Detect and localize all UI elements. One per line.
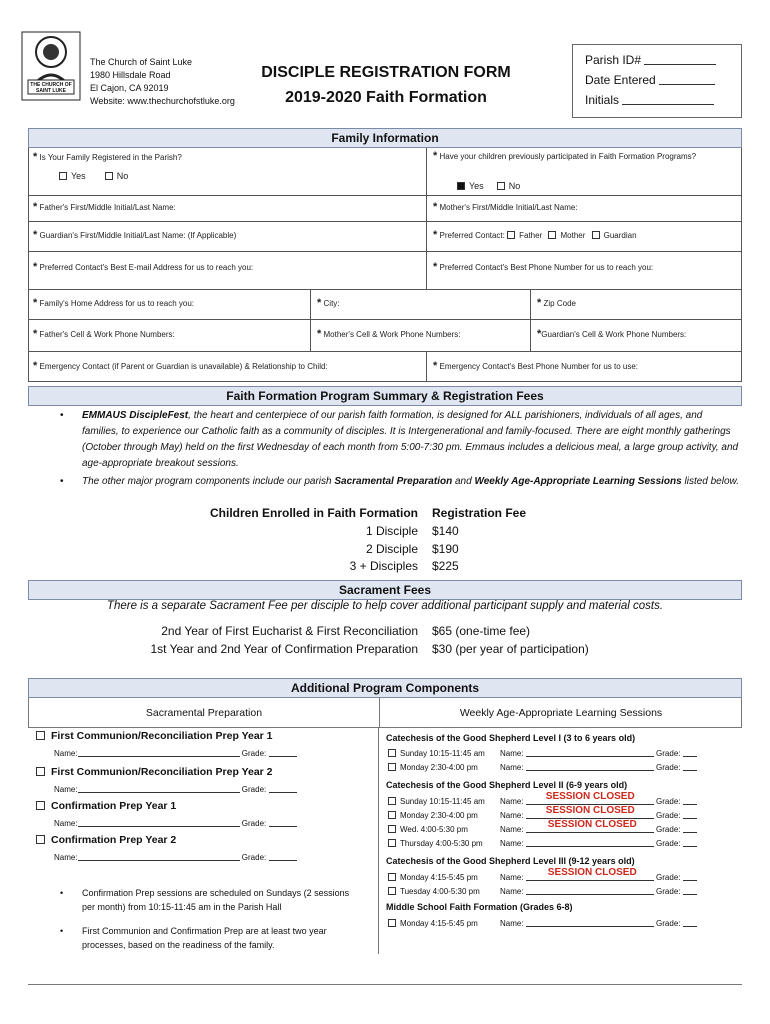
- column-divider: [378, 728, 379, 954]
- note-1-text: Confirmation Prep sessions are scheduled on Sundays (2 sessions per month) from 10:15-11:45 am in the Parish Hall: [82, 888, 350, 912]
- office-use-box: [572, 44, 742, 118]
- contact-father-label: Father: [519, 231, 543, 240]
- participated-yes-checkbox[interactable]: [457, 182, 465, 190]
- sacrament-line1-label: 2nd Year of First Eucharist & First Reconciliation: [161, 624, 418, 638]
- address-line1: 1980 Hillsdale Road: [90, 70, 171, 80]
- fee-value-1: $140: [432, 524, 459, 538]
- grade-input[interactable]: [269, 852, 297, 861]
- phone-label: Preferred Contact's Best Phone Number for us to reach you:: [439, 263, 654, 272]
- mother-phones-field[interactable]: * Mother's Cell & Work Phone Numbers:: [317, 328, 461, 340]
- guardian-name-label: Guardian's First/Middle Initial/Last Name: (If Applicable): [39, 231, 237, 240]
- left-item-2-checkbox[interactable]: [36, 767, 45, 776]
- name-label: Name:: [54, 853, 78, 862]
- guardian-phones-field[interactable]: *Guardian's Cell & Work Phone Numbers:: [537, 328, 687, 340]
- level1-title: Catechesis of the Good Shepherd Level I (3 to 6 years old): [386, 733, 636, 743]
- level1-session-2[interactable]: [388, 762, 738, 772]
- guardian-name-field[interactable]: * Guardian's First/Middle Initial/Last Name: (If Applicable): [33, 229, 237, 241]
- grade-label: Grade:: [656, 749, 681, 758]
- grade-label: Grade:: [656, 887, 681, 896]
- grade-label: Grade:: [656, 919, 681, 928]
- level2-session-3[interactable]: [388, 819, 738, 834]
- parish-id-field[interactable]: [644, 56, 716, 65]
- session-time: Sunday 10:15-11:45 am: [400, 797, 485, 806]
- name-label: Name:: [500, 887, 524, 896]
- grade-label: Grade:: [656, 797, 681, 806]
- city-field[interactable]: * City:: [317, 297, 340, 309]
- name-input[interactable]: [78, 818, 240, 827]
- grade-label: Grade:: [656, 839, 681, 848]
- participated-no-label: No: [508, 181, 521, 191]
- session-time: Thursday 4:00-5:30 pm: [400, 839, 483, 848]
- name-label: Name:: [500, 873, 524, 882]
- grade-label: Grade:: [241, 785, 267, 794]
- sacrament-note: There is a separate Sacrament Fee per disciple to help cover additional participant supply and material costs.: [106, 600, 664, 612]
- name-input[interactable]: [78, 852, 240, 861]
- left-item-2-label: First Communion/Reconciliation Prep Year 2: [51, 766, 273, 778]
- form-title: DISCIPLE REGISTRATION FORM: [261, 64, 511, 81]
- left-item-1-checkbox[interactable]: [36, 731, 45, 740]
- grade-label: Grade:: [241, 853, 267, 862]
- emergency-phone-label: Emergency Contact's Best Phone Number for us to use:: [439, 362, 639, 371]
- session-time: Monday 2:30-4:00 pm: [400, 811, 478, 820]
- session-closed-badge: SESSION CLOSED: [547, 867, 637, 878]
- left-item-3-checkbox[interactable]: [36, 801, 45, 810]
- name-label: Name:: [500, 825, 524, 834]
- name-label: Name:: [500, 797, 524, 806]
- contact-mother-checkbox[interactable]: [548, 231, 556, 239]
- emergency-contact-label: Emergency Contact (if Parent or Guardian is unavailable) & Relationship to Child:: [39, 362, 328, 371]
- church-name: The Church of Saint Luke: [90, 57, 193, 67]
- logo-text: THE CHURCH OF SAINT LUKE: [30, 82, 72, 94]
- father-name-label: Father's First/Middle Initial/Last Name:: [39, 203, 176, 212]
- name-label: Name:: [54, 749, 78, 758]
- session-time: Monday 2:30-4:00 pm: [400, 763, 478, 772]
- grade-label: Grade:: [656, 873, 681, 882]
- date-entered-field[interactable]: [659, 76, 715, 85]
- father-phones-label: Father's Cell & Work Phone Numbers:: [39, 330, 175, 339]
- fee-value-3: $225: [432, 559, 459, 573]
- session-closed-badge: SESSION CLOSED: [545, 791, 635, 802]
- registered-no-label: No: [116, 171, 129, 181]
- church-address: [90, 56, 235, 108]
- additional-subheader: [28, 698, 742, 728]
- name-label: Name:: [500, 763, 524, 772]
- name-label: Name:: [54, 819, 78, 828]
- fee-value-2: $190: [432, 542, 459, 556]
- name-label: Name:: [500, 919, 524, 928]
- name-label: Name:: [54, 785, 78, 794]
- left-column-head: Sacramental Preparation: [145, 707, 263, 719]
- family-row-2: [28, 196, 742, 222]
- left-item-4-checkbox[interactable]: [36, 835, 45, 844]
- participated-no-checkbox[interactable]: [497, 182, 505, 190]
- registered-no-checkbox[interactable]: [105, 172, 113, 180]
- summary-header: Faith Formation Program Summary & Registration Fees: [28, 386, 742, 406]
- level3-session-1[interactable]: [388, 867, 738, 882]
- left-item-4[interactable]: [36, 834, 176, 846]
- components-bold2: Weekly Age-Appropriate Learning Sessions: [474, 476, 682, 487]
- grade-label: Grade:: [241, 819, 267, 828]
- grade-input[interactable]: [269, 784, 297, 793]
- initials-label: Initials: [585, 93, 620, 107]
- emmaus-description: , the heart and centerpiece of our parish faith formation, is designed for ALL parishioners, individuals of all ages, and families, to experience our Catholic faith as a community of disciples. It is Intergenerational and family-focused. There are eight monthly gatherings (October through May) held on the first Wednesday of each month from 5:00-7:30 pm. Emmaus includes a delicious meal, a large group activity, and age-appropriate breakout sessions.: [82, 410, 739, 469]
- left-item-4-label: Confirmation Prep Year 2: [51, 834, 177, 846]
- components-bullet: • The other major program components include our parish Sacramental Preparation and Weekly Age-Appropriate Learning Sessions listed below.: [60, 476, 739, 487]
- emmaus-title: EMMAUS DiscipleFest: [82, 410, 189, 421]
- date-entered-label: Date Entered: [585, 73, 656, 87]
- sacrament-line2-label: 1st Year and 2nd Year of Confirmation Preparation: [150, 642, 418, 656]
- registered-question: Is Your Family Registered in the Parish?: [39, 153, 182, 162]
- fee-label-3: 3 + Disciples: [349, 559, 418, 573]
- website: Website: www.thechurchofstluke.org: [90, 96, 235, 106]
- grade-label: Grade:: [241, 749, 267, 758]
- form-subtitle: 2019-2020 Faith Formation: [285, 89, 487, 106]
- bottom-rule: [28, 984, 742, 985]
- components-post: listed below.: [681, 476, 739, 487]
- name-label: Name:: [500, 811, 524, 820]
- left-item-4-fields: [54, 852, 297, 862]
- level1-session-1[interactable]: [388, 748, 738, 758]
- contact-guardian-label: Guardian: [603, 231, 637, 240]
- father-name-field[interactable]: * Father's First/Middle Initial/Last Name:: [33, 201, 176, 213]
- parish-id-label: Parish ID#: [585, 53, 642, 67]
- sacrament-line1-fee: $65 (one-time fee): [432, 624, 531, 638]
- registered-yes-checkbox[interactable]: [59, 172, 67, 180]
- zip-field[interactable]: * Zip Code: [537, 297, 576, 309]
- family-row-7: [28, 352, 742, 382]
- guardian-phones-label: Guardian's Cell & Work Phone Numbers:: [541, 330, 687, 339]
- home-address-label: Family's Home Address for us to reach you:: [39, 299, 194, 308]
- session-time: Monday 4:15-5:45 pm: [400, 873, 478, 882]
- components-pre: The other major program components include our parish: [82, 476, 335, 487]
- email-field[interactable]: * Preferred Contact's Best E-mail Address for us to reach you:: [33, 261, 254, 273]
- family-row-5: [28, 290, 742, 320]
- name-label: Name:: [500, 749, 524, 758]
- mother-phones-label: Mother's Cell & Work Phone Numbers:: [323, 330, 461, 339]
- family-row-6: [28, 320, 742, 352]
- session-time: Wed. 4:00-5:30 pm: [400, 825, 468, 834]
- initials-field[interactable]: [622, 96, 714, 105]
- components-bold1: Sacramental Preparation: [334, 476, 453, 487]
- preferred-contact-field: * Preferred Contact: Father Mother Guardian: [433, 229, 637, 241]
- emergency-contact-field[interactable]: * Emergency Contact (if Parent or Guardian is unavailable) & Relationship to Child:: [33, 360, 328, 372]
- fee-col1-head: Children Enrolled in Faith Formation: [209, 506, 418, 520]
- middle-school-title: Middle School Faith Formation (Grades 6-8): [386, 902, 573, 912]
- grade-label: Grade:: [656, 811, 681, 820]
- left-item-1-label: First Communion/Reconciliation Prep Year 1: [51, 730, 273, 742]
- fee-label-1: 1 Disciple: [365, 524, 418, 538]
- left-item-3-fields: [54, 818, 297, 828]
- mother-name-label: Mother's First/Middle Initial/Last Name:: [439, 203, 578, 212]
- fee-col2-head: Registration Fee: [432, 506, 527, 520]
- session-time: Sunday 10:15-11:45 am: [400, 749, 485, 758]
- left-item-3-label: Confirmation Prep Year 1: [51, 800, 177, 812]
- session-closed-badge: SESSION CLOSED: [547, 819, 637, 830]
- left-item-3[interactable]: [36, 800, 176, 812]
- grade-label: Grade:: [656, 763, 681, 772]
- additional-header: Additional Program Components: [28, 678, 742, 698]
- contact-father-checkbox[interactable]: [507, 231, 515, 239]
- sacrament-line2-fee: $30 (per year of participation): [432, 642, 589, 656]
- left-item-1-fields: [54, 748, 297, 758]
- session-time: Monday 4:15-5:45 pm: [400, 919, 478, 928]
- note-2-text: First Communion and Confirmation Prep are at least two year processes, based on the readiness of the family.: [82, 926, 327, 950]
- fee-label-2: 2 Disciple: [365, 542, 418, 556]
- emergency-phone-field[interactable]: * Emergency Contact's Best Phone Number for us to use:: [433, 360, 639, 372]
- participated-question: Have your children previously participated in Faith Formation Programs?: [439, 152, 697, 161]
- contact-guardian-checkbox[interactable]: [592, 231, 600, 239]
- contact-mother-label: Mother: [560, 231, 586, 240]
- participated-yes-label: Yes: [469, 181, 484, 191]
- level3-title: Catechesis of the Good Shepherd Level III (9-12 years old): [386, 856, 635, 866]
- left-item-2-fields: [54, 784, 297, 794]
- email-label: Preferred Contact's Best E-mail Address for us to reach you:: [39, 263, 254, 272]
- name-label: Name:: [500, 839, 524, 848]
- name-input[interactable]: [78, 748, 240, 757]
- components-mid: and: [452, 476, 475, 487]
- family-row-3: [28, 222, 742, 252]
- sacrament-header: Sacrament Fees: [28, 580, 742, 600]
- left-item-2[interactable]: [36, 766, 273, 778]
- level3-session-2[interactable]: [388, 886, 738, 896]
- family-row-4: [28, 252, 742, 290]
- left-item-1[interactable]: [36, 730, 273, 742]
- address-line2: El Cajon, CA 92019: [90, 83, 169, 93]
- church-logo: [20, 30, 82, 102]
- registered-yes-label: Yes: [71, 171, 86, 181]
- right-column-head: Weekly Age-Appropriate Learning Sessions: [459, 707, 663, 719]
- family-info-header: Family Information: [28, 128, 742, 148]
- father-phones-field[interactable]: * Father's Cell & Work Phone Numbers:: [33, 328, 175, 340]
- zip-label: Zip Code: [543, 299, 576, 308]
- level2-title: Catechesis of the Good Shepherd Level II (6-9 years old): [386, 780, 628, 790]
- middle-school-session-1[interactable]: [388, 918, 738, 928]
- session-closed-badge: SESSION CLOSED: [545, 805, 635, 816]
- home-address-field[interactable]: * Family's Home Address for us to reach you:: [33, 297, 194, 309]
- emmaus-bullet: • EMMAUS DiscipleFest, the heart and centerpiece of our parish faith formation, is designed for ALL parishioners, individuals of all ages, and families, to experience our Catholic faith as a community of disciples. It is Intergenerational and family-focused. There are eight monthly gatherings (October through May) held on the first Wednesday of each month from 5:00-7:30 pm. Emmaus includes a delicious meal, a large group activity, and age-appropriate breakout sessions.: [60, 410, 739, 469]
- city-label: City:: [323, 299, 340, 308]
- grade-input[interactable]: [269, 818, 297, 827]
- note-1: • Confirmation Prep sessions are scheduled on Sundays (2 sessions per month) from 10:15-11:45 am in the Parish Hall: [60, 886, 360, 914]
- name-input[interactable]: [78, 784, 240, 793]
- note-2: • First Communion and Confirmation Prep are at least two year processes, based on the readiness of the family.: [60, 924, 360, 952]
- phone-field[interactable]: * Preferred Contact's Best Phone Number for us to reach you:: [433, 261, 654, 273]
- grade-label: Grade:: [656, 825, 681, 834]
- grade-input[interactable]: [269, 748, 297, 757]
- session-time: Tuesday 4:00-5:30 pm: [400, 887, 480, 896]
- level2-session-4[interactable]: [388, 838, 738, 848]
- mother-name-field[interactable]: * Mother's First/Middle Initial/Last Name:: [433, 201, 578, 213]
- family-row-1: * Is Your Family Registered in the Parish? Yes No * Have your children previously participated in Faith Formation Programs? Yes No: [28, 148, 742, 196]
- preferred-contact-label: Preferred Contact:: [439, 231, 505, 240]
